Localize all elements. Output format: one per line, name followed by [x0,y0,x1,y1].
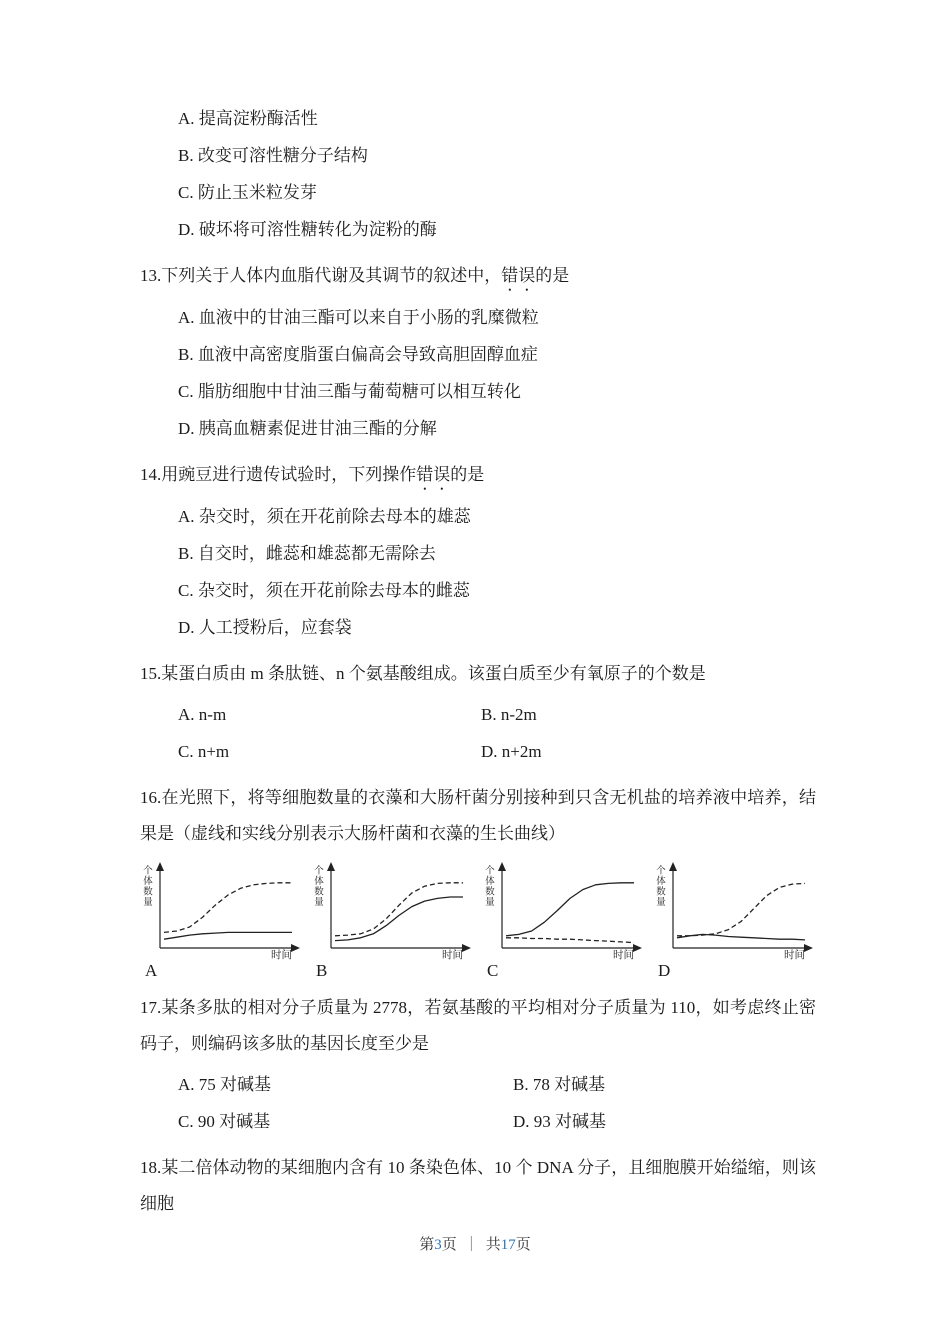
q15-stem: 15.某蛋白质由 m 条肽链、n 个氨基酸组成。该蛋白质至少有氧原子的个数是 [140,664,706,683]
q16-growth-curve-figures [140,860,816,960]
question-18 [140,1150,816,1222]
panel-label-a: A [145,961,158,980]
x-axis-arrow [804,944,813,952]
x-axis-arrow [291,944,300,952]
q17-option-d: D. 93 对碱基 [513,1112,607,1131]
footer-page-suffix: 页 [441,1237,457,1253]
q15-options-row-1 [178,696,816,733]
q14-option-b: B. 自交时，雌蕊和雄蕊都无需除去 [178,544,436,563]
q14-option-c: C. 杂交时，须在开花前除去母本的雌蕊 [178,581,470,600]
growth-curve-panel-a [140,860,302,960]
q14-option-d: D. 人工授粉后，应套袋 [178,618,352,637]
footer-separator: ｜ [463,1237,479,1253]
y-axis-arrow [156,862,164,871]
question-14 [140,457,816,646]
panel-label-c: C [487,961,499,980]
q13-stem-emphasis: 错误 [501,266,536,285]
question-15 [140,656,816,770]
x-axis-label: 时间 [271,950,292,961]
growth-curve-chart-a [140,860,302,960]
dashed-growth-curve [506,938,634,943]
q15-options-row-2 [178,733,816,770]
q17-option-a: A. 75 对碱基 [178,1075,272,1094]
q17-options-row-1 [178,1066,816,1103]
question-12-options [140,100,816,248]
x-axis-arrow [633,944,642,952]
y-axis-label: 个体数量 [654,865,664,907]
q17-option-b: B. 78 对碱基 [513,1075,606,1094]
q13-stem-suffix: 的是 [535,266,570,285]
q15-option-b: B. n-2m [481,705,537,724]
footer-total-prefix: 共 [485,1237,501,1253]
q17-stem: 17.某条多肽的相对分子质量为 2778，若氨基酸的平均相对分子质量为 110，如考虑终止密码子，则编码该多肽的基因长度至少是 [140,998,816,1053]
x-axis-label: 时间 [442,950,463,961]
q15-option-a: A. n-m [178,705,227,724]
y-axis-label: 个体数量 [312,865,322,907]
x-axis-arrow [462,944,471,952]
y-axis-arrow [498,862,506,871]
q17-options-row-2 [178,1103,816,1140]
q13-stem [140,258,816,295]
q12-option-b: B. 改变可溶性糖分子结构 [178,146,368,165]
q16-panel-letters [140,962,816,980]
page-footer [0,1233,950,1254]
q18-stem: 18.某二倍体动物的某细胞内含有 10 条染色体、10 个 DNA 分子，且细胞膜开始缢缩，则该细胞 [140,1158,816,1213]
q14-stem-suffix: 的是 [450,465,485,484]
q12-option-d: D. 破坏将可溶性糖转化为淀粉的酶 [178,220,437,239]
dashed-growth-curve [335,883,463,936]
q17-option-c: C. 90 对碱基 [178,1112,271,1131]
footer-total-suffix: 页 [515,1237,531,1253]
growth-curve-chart-d [653,860,815,960]
q14-option-a: A. 杂交时，须在开花前除去母本的雄蕊 [178,507,471,526]
footer-page-number: 3 [434,1237,442,1253]
y-axis-label: 个体数量 [483,865,493,907]
footer-page-prefix: 第 [419,1237,435,1253]
q15-option-c: C. n+m [178,742,230,761]
q15-option-d: D. n+2m [481,742,542,761]
q12-option-c: C. 防止玉米粒发芽 [178,183,317,202]
question-13 [140,258,816,447]
dashed-growth-curve [677,883,805,935]
q12-option-a: A. 提高淀粉酶活性 [178,109,318,128]
question-16 [140,780,816,980]
y-axis-arrow [327,862,335,871]
page-content [140,100,816,1222]
x-axis-label: 时间 [613,950,634,961]
growth-curve-chart-c [482,860,644,960]
growth-curve-panel-d [653,860,815,960]
solid-growth-curve [506,883,634,936]
q16-stem: 16.在光照下，将等细胞数量的衣藻和大肠杆菌分别接种到只含无机盐的培养液中培养，结果是（虚线和实线分别表示大肠杆菌和衣藻的生长曲线） [140,788,816,843]
y-axis-label: 个体数量 [141,865,151,907]
y-axis-arrow [669,862,677,871]
q13-option-b: B. 血液中高密度脂蛋白偏高会导致高胆固醇血症 [178,345,538,364]
q13-option-d: D. 胰高血糖素促进甘油三酯的分解 [178,419,437,438]
solid-growth-curve [677,934,805,940]
q13-option-a: A. 血液中的甘油三酯可以来自于小肠的乳糜微粒 [178,308,539,327]
dashed-growth-curve [164,883,292,933]
question-17 [140,990,816,1140]
q14-stem-text: 14.用豌豆进行遗传试验时，下列操作 [140,465,417,484]
q13-stem-text: 13.下列关于人体内血脂代谢及其调节的叙述中， [140,266,502,285]
growth-curve-panel-c [482,860,644,960]
panel-label-b: B [316,961,328,980]
q13-option-c: C. 脂肪细胞中甘油三酯与葡萄糖可以相互转化 [178,382,521,401]
solid-growth-curve [164,932,292,939]
q14-stem [140,457,816,494]
panel-label-d: D [658,961,671,980]
q14-stem-emphasis: 错误 [416,465,451,484]
growth-curve-chart-b [311,860,473,960]
growth-curve-panel-b [311,860,473,960]
x-axis-label: 时间 [784,950,805,961]
footer-total-number: 17 [500,1237,516,1253]
